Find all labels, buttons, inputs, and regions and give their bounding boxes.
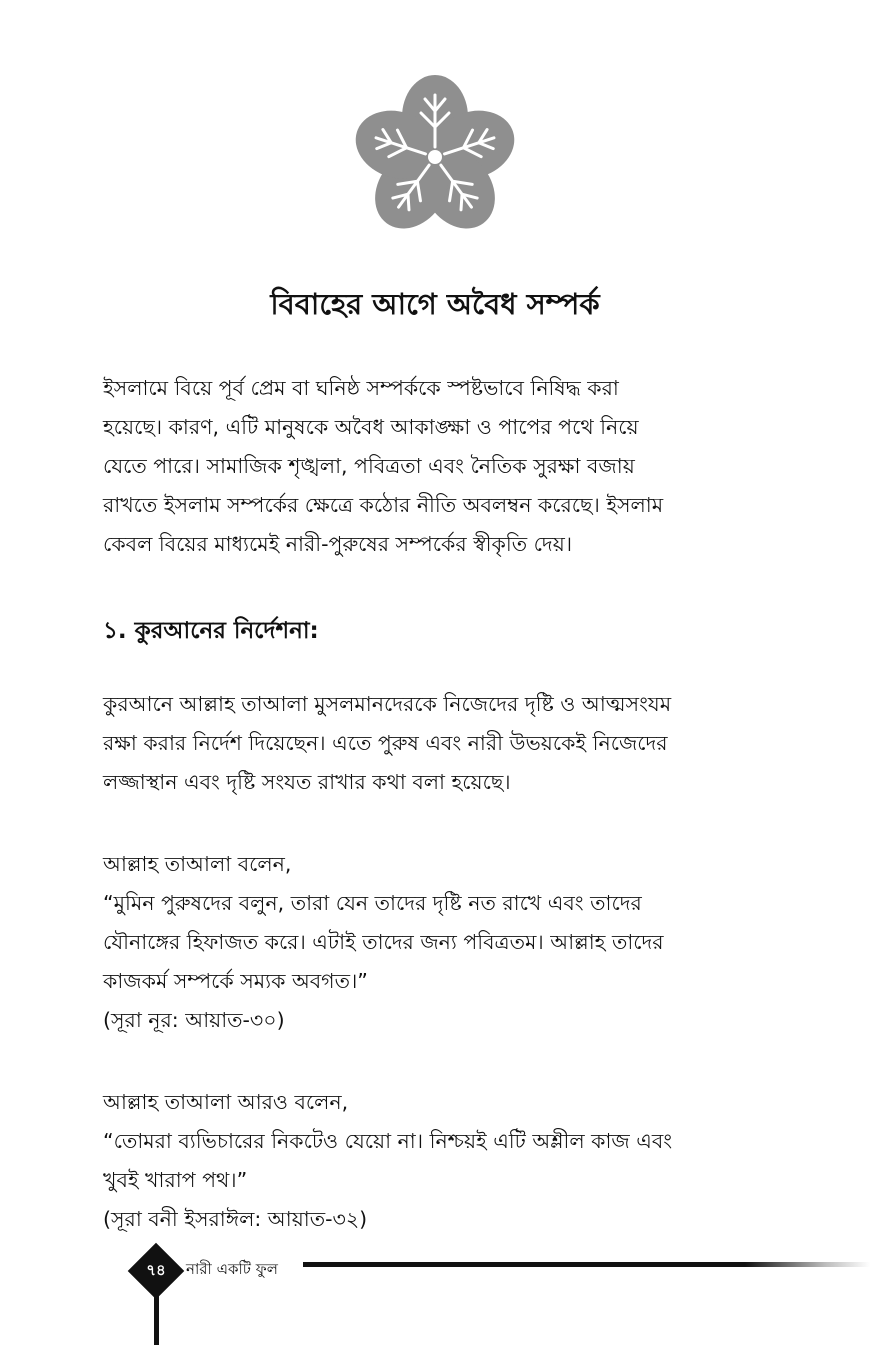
intro-line: ইসলামে বিয়ে পূর্ব প্রেম বা ঘনিষ্ঠ সম্পর্ককে স্পষ্টভাবে নিষিদ্ধ করা: [103, 376, 619, 400]
quote-intro: আল্লাহ তাআলা বলেন,: [103, 852, 292, 876]
intro-line: হয়েছে। কারণ, এটি মানুষকে অবৈধ আকাঙ্ক্ষা ও পাপের পথে নিয়ে: [103, 415, 639, 439]
section-line: লজ্জাস্থান এবং দৃষ্টি সংযত রাখার কথা বলা হয়েছে।: [103, 770, 511, 794]
intro-line: যেতে পারে। সামাজিক শৃঙ্খলা, পবিত্রতা এবং নৈতিক সুরক্ষা বজায়: [103, 454, 635, 478]
intro-line: রাখতে ইসলাম সম্পর্কের ক্ষেত্রে কঠোর নীতি অবলম্বন করেছে। ইসলাম: [103, 493, 664, 517]
footer-rule: [303, 1262, 870, 1267]
quote-reference: (সূরা বনী ইসরাঈল: আয়াত-৩২): [103, 1207, 368, 1231]
quote-block-2: [103, 1083, 768, 1239]
quote-line: খুবই খারাপ পথ।”: [103, 1168, 248, 1192]
page-footer: [0, 1236, 870, 1345]
section-paragraph: [103, 685, 768, 802]
section-line: কুরআনে আল্লাহ তাআলা মুসলমানদেরকে নিজেদের দৃষ্টি ও আত্মসংযম: [103, 692, 672, 716]
chapter-title: বিবাহের আগে অবৈধ সম্পর্ক: [270, 287, 600, 321]
section-heading: ১. কুরআনের নির্দেশনা:: [103, 618, 319, 644]
quote-line: “মুমিন পুরুষদের বলুন, তারা যেন তাদের দৃষ্টি নত রাখে এবং তাদের: [103, 891, 642, 915]
footer-stem: [154, 1288, 159, 1345]
intro-line: কেবল বিয়ের মাধ্যমেই নারী-পুরুষের সম্পর্কের স্বীকৃতি দেয়।: [103, 532, 573, 556]
quote-reference: (সূরা নূর: আয়াত-৩০): [103, 1008, 285, 1032]
book-title: নারী একটি ফুল: [186, 1260, 278, 1278]
quote-line: যৌনাঙ্গের হিফাজত করে। এটাই তাদের জন্য পবিত্রতম। আল্লাহ তাদের: [103, 930, 664, 954]
section-line: রক্ষা করার নির্দেশ দিয়েছেন। এতে পুরুষ এবং নারী উভয়কেই নিজেদের: [103, 731, 668, 755]
intro-paragraph: [103, 369, 768, 564]
flower-ornament-icon: [350, 72, 520, 242]
quote-line: “তোমরা ব্যভিচারের নিকটেও যেয়ো না। নিশ্চয়ই এটি অশ্লীল কাজ এবং: [103, 1129, 673, 1153]
quote-intro: আল্লাহ তাআলা আরও বলেন,: [103, 1090, 349, 1114]
quote-block-1: [103, 845, 768, 1040]
page-number: ৭৪: [146, 1261, 166, 1279]
quote-line: কাজকর্ম সম্পর্কে সম্যক অবগত।”: [103, 969, 368, 993]
